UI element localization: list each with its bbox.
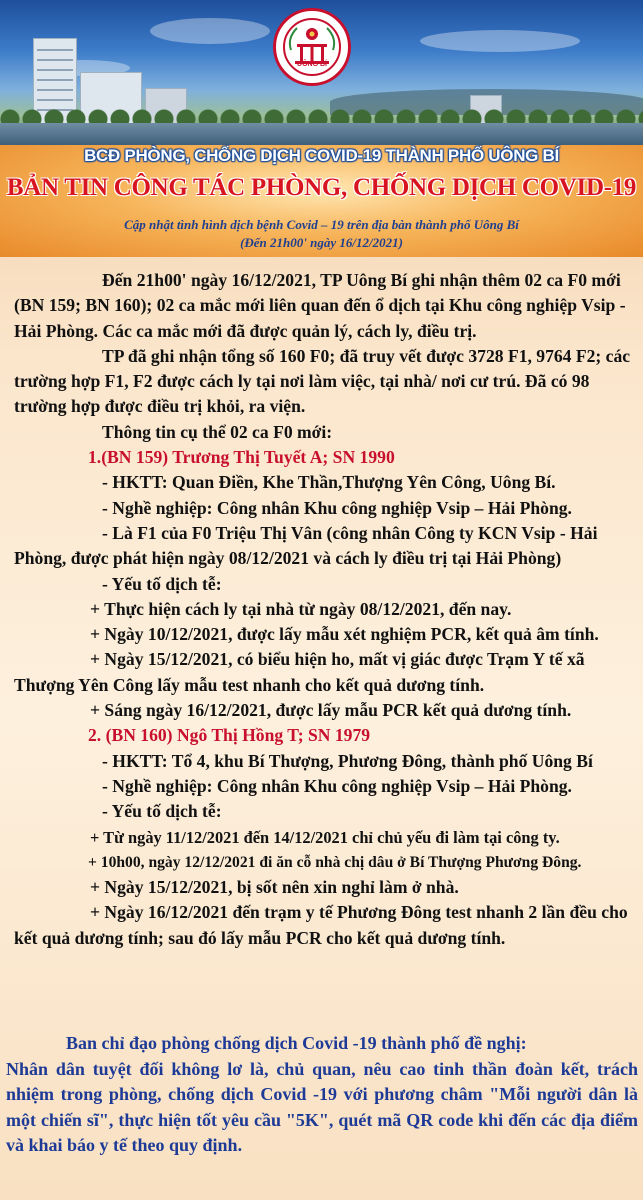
case-1-epi-item: + Thực hiện cách ly tại nhà từ ngày 08/12/2021, đến nay. — [90, 598, 512, 619]
recommendation-lead: Ban chỉ đạo phòng chống dịch Covid -19 thành phố đề nghị: — [66, 1033, 527, 1053]
case-2-epi-item: + Ngày 15/12/2021, bị sốt nên xin nghỉ làm ở nhà. — [90, 877, 459, 898]
emblem-label: UÔNG BÍ — [297, 61, 327, 68]
case-1-contact: - Là F1 của F0 Triệu Thị Vân (công nhân Công ty KCN Vsip - Hải Phòng, được phát hiện ngày 08/12/2021 và cách ly điều trị tại Hải Phòng) — [14, 522, 598, 569]
case-2-epi-item: + Ngày 16/12/2021 đến trạm y tế Phương Đông test nhanh 2 lần đều cho kết quả dương tính; sau đó lấy mẫu PCR cho kết quả dương tính. — [14, 902, 628, 948]
case-1-title: 1.(BN 159) Trương Thị Tuyết A; SN 1990 — [88, 447, 395, 468]
recommendation-message: Nhân dân tuyệt đối không lơ là, chủ quan, nêu cao tinh thần đoàn kết, trách nhiệm trong phòng, chống dịch Covid -19 với phương châm "Mỗi người dân là một chiến sĩ", thực hiện tốt yêu cầu "5K", quét mã QR code khi đến các địa điểm và khai báo y tế theo quy định. — [6, 1058, 638, 1155]
case-2-epi-item: + Từ ngày 11/12/2021 đến 14/12/2021 chỉ chủ yếu đi làm tại công ty. — [90, 827, 560, 847]
city-emblem-logo — [273, 8, 351, 86]
case-2-residence: - HKTT: Tổ 4, khu Bí Thượng, Phương Đông, thành phố Uông Bí — [102, 750, 593, 771]
case-1-epi-label: - Yếu tố dịch tễ: — [102, 573, 222, 594]
bulletin-time: (Đến 21h00' ngày 16/12/2021) — [240, 235, 403, 250]
committee-name: BCĐ PHÒNG, CHỐNG DỊCH COVID-19 THÀNH PHỐ UÔNG BÍ — [84, 146, 559, 165]
bulletin-subtitle: Cập nhật tình hình dịch bệnh Covid – 19 trên địa bàn thành phố Uông Bí — [124, 217, 519, 232]
case-1-residence: - HKTT: Quan Điền, Khe Thần,Thượng Yên Công, Uông Bí. — [102, 472, 556, 493]
case-1-occupation: - Nghề nghiệp: Công nhân Khu công nghiệp Vsip – Hải Phòng. — [102, 497, 572, 518]
river — [0, 123, 643, 145]
case-1-epi-item: + Ngày 15/12/2021, có biểu hiện ho, mất vị giác được Trạm Y tế xã Thượng Yên Công lấy mẫu test nhanh cho kết quả dương tính. — [14, 649, 585, 695]
case-1-epi-item: + Sáng ngày 16/12/2021, được lấy mẫu PCR kết quả dương tính. — [90, 700, 572, 721]
bulletin-body — [14, 268, 632, 951]
city-skyline-photo — [0, 0, 643, 145]
case-2-occupation: - Nghề nghiệp: Công nhân Khu công nghiệp Vsip – Hải Phòng. — [102, 775, 572, 796]
case-2-epi-label: - Yếu tố dịch tễ: — [102, 801, 222, 822]
bulletin-title: BẢN TIN CÔNG TÁC PHÒNG, CHỐNG DỊCH COVID-19 — [6, 174, 637, 201]
recommendation — [6, 1031, 638, 1159]
case-1-epi-item: + Ngày 10/12/2021, được lấy mẫu xét nghiệm PCR, kết quả âm tính. — [90, 624, 599, 645]
case-2-epi-item: + 10h00, ngày 12/12/2021 đi ăn cỗ nhà chị dâu ở Bí Thượng Phương Đông. — [88, 853, 582, 871]
case-2-title: 2. (BN 160) Ngô Thị Hồng T; SN 1979 — [88, 725, 371, 746]
details-heading: Thông tin cụ thể 02 ca F0 mới: — [102, 421, 333, 442]
summary-paragraph: TP đã ghi nhận tổng số 160 F0; đã truy vết được 3728 F1, 9764 F2; các trường hợp F1, F2 được cách ly tại nơi làm việc, tại nhà/ nơi cư trú. Đã có 98 trường hợp được điều trị khỏi, ra viện. — [14, 345, 631, 417]
intro-paragraph: Đến 21h00' ngày 16/12/2021, TP Uông Bí ghi nhận thêm 02 ca F0 mới (BN 159; BN 160); 02 ca mắc mới liên quan đến ổ dịch tại Khu công nghiệp Vsip - Hải Phòng. Các ca mắc mới đã được quản lý, cách ly, điều trị. — [14, 270, 626, 341]
